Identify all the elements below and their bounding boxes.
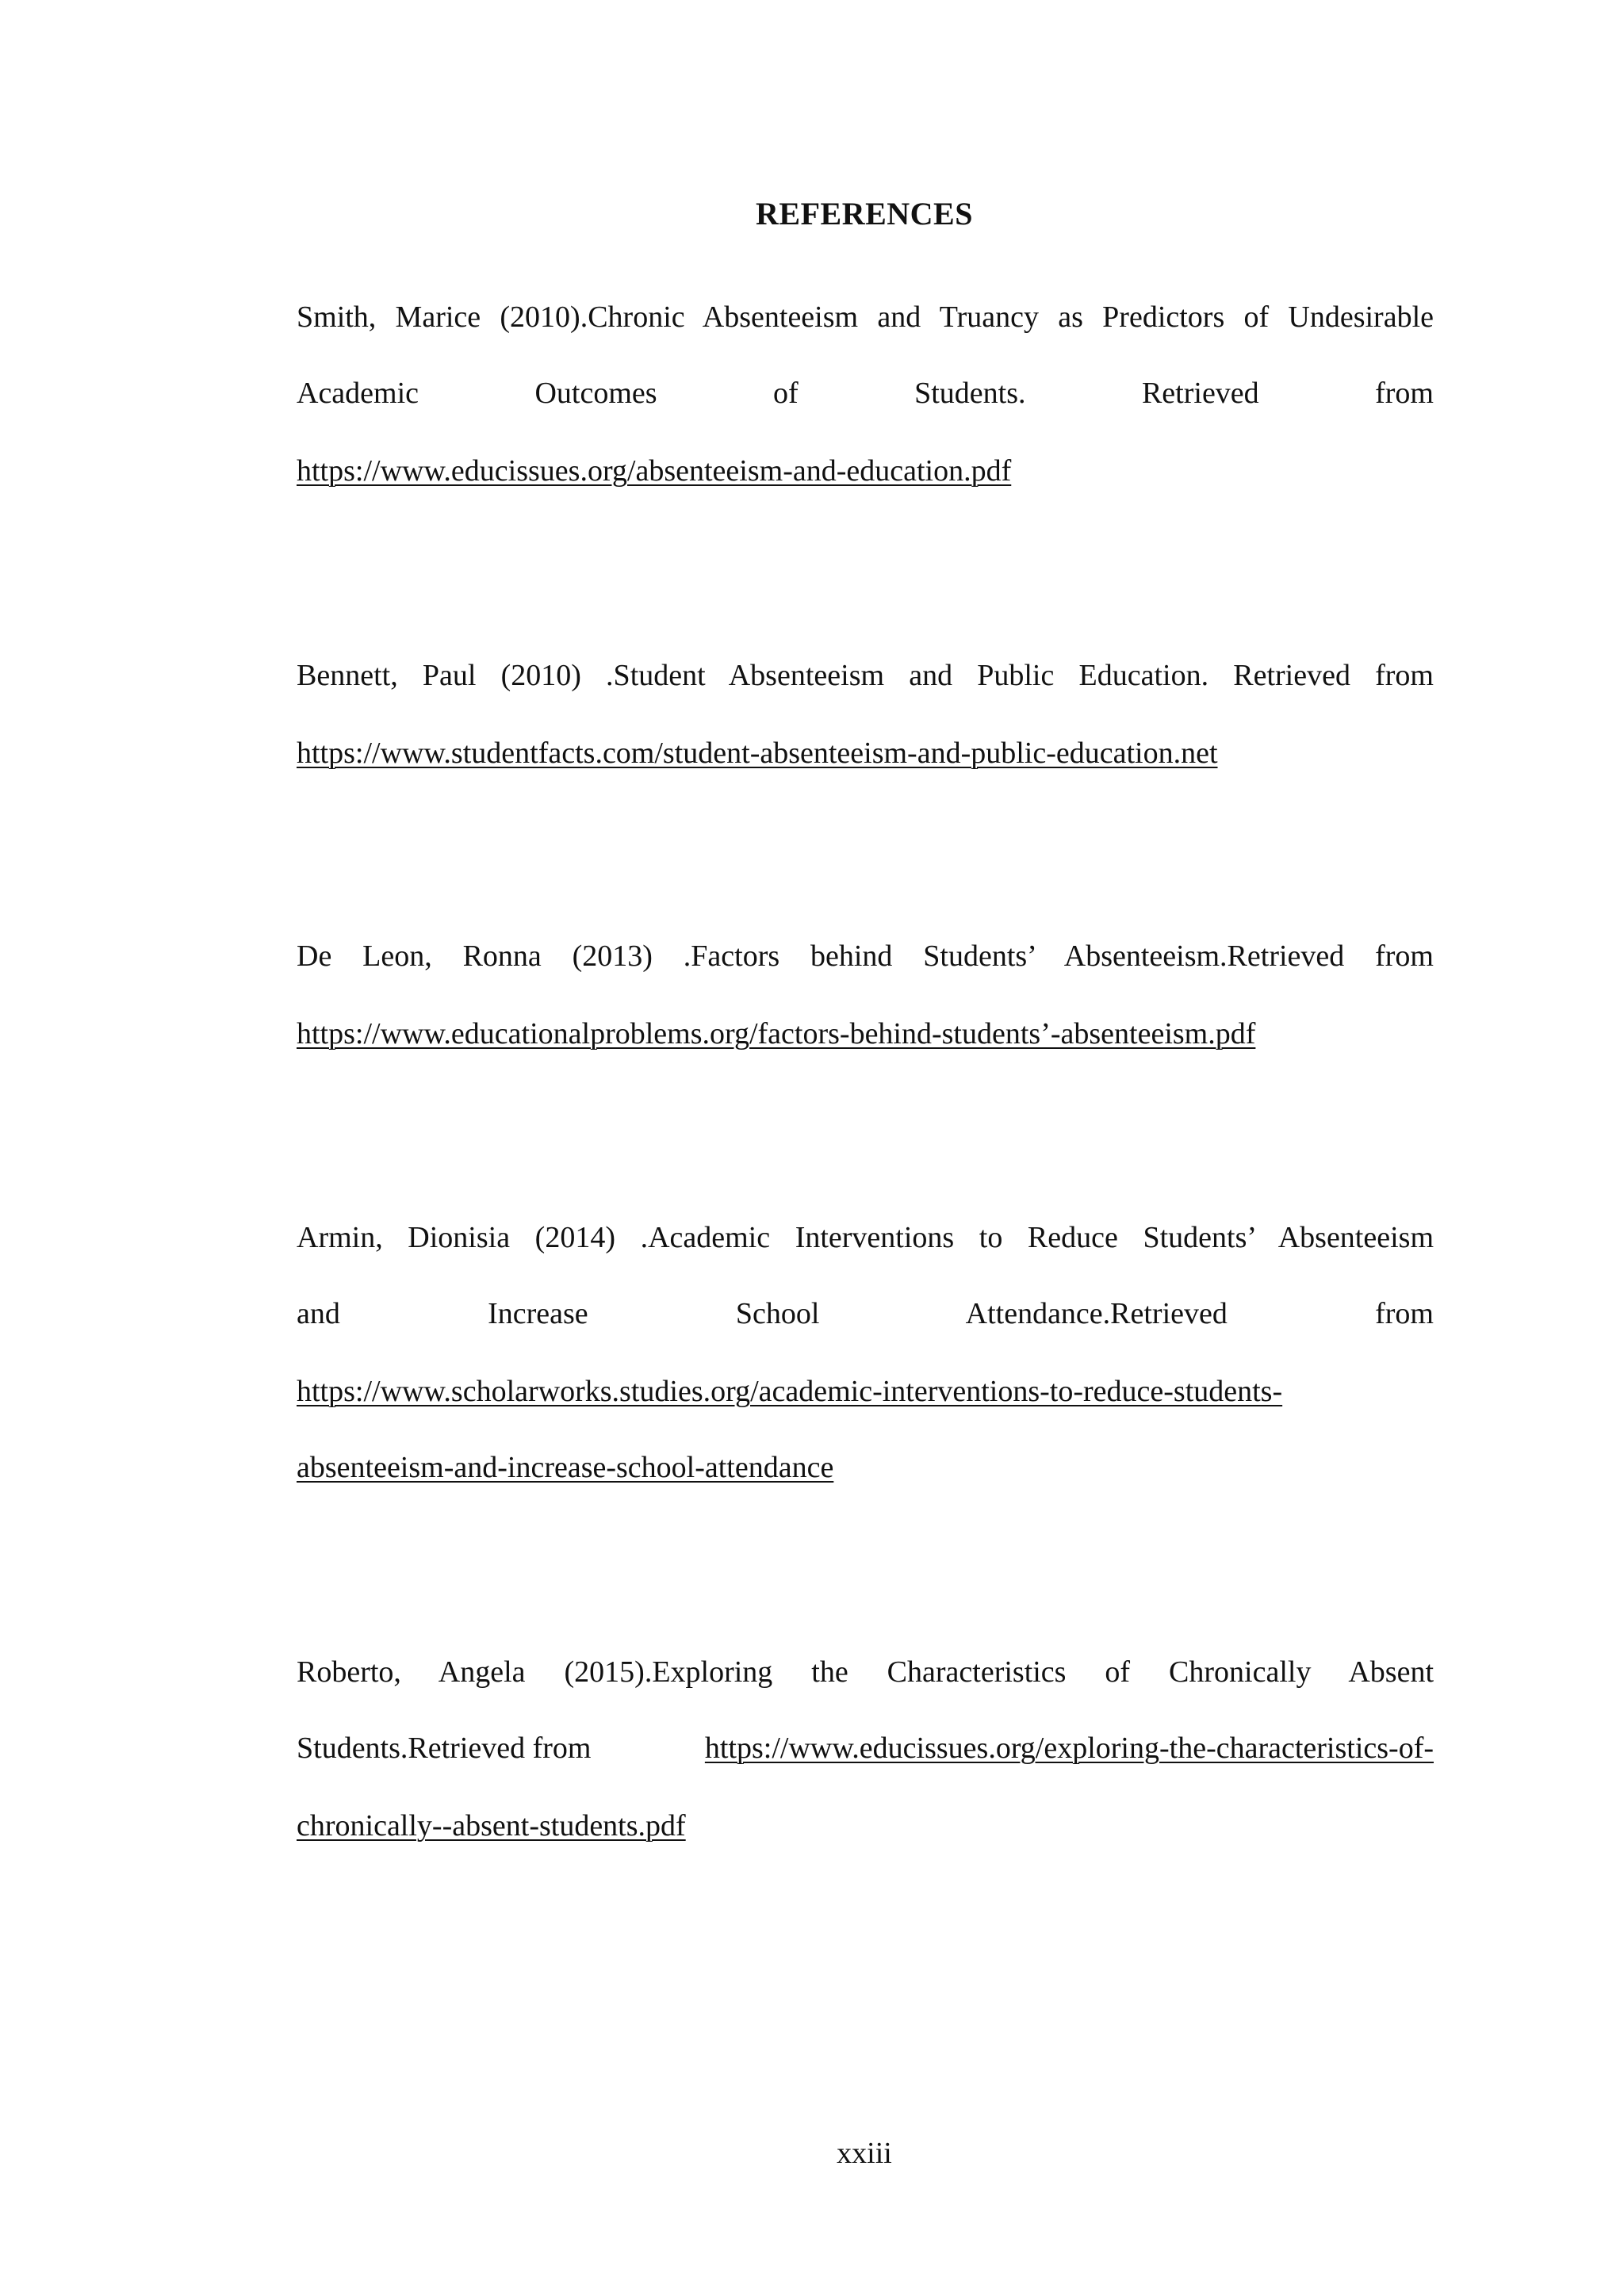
reference-link-line [297, 1372, 1434, 1410]
reference-text-line: Academic Outcomes of Students. Retrieved from [297, 377, 1434, 410]
reference-link-line [297, 452, 1434, 490]
reference-link-line [297, 734, 1434, 772]
reference-link[interactable]: https://www.educissues.org/exploring-the-characteristics-of- [704, 1732, 1434, 1765]
reference-link-continued[interactable]: chronically--absent-students.pdf [297, 1809, 686, 1843]
reference-link[interactable]: https://www.educationalproblems.org/factors-behind-students’-absenteeism.pdf [297, 1017, 1256, 1050]
reference-link-line [297, 1807, 1434, 1845]
reference-text-line: and Increase School Attendance.Retrieved from [297, 1297, 1434, 1330]
reference-link[interactable]: https://www.scholarworks.studies.org/academic-interventions-to-reduce-students- [297, 1375, 1283, 1408]
reference-text-line: Armin, Dionisia (2014) .Academic Interventions to Reduce Students’ Absenteeism [297, 1221, 1434, 1254]
references-heading: REFERENCES [756, 196, 973, 232]
reference-text-line: Smith, Marice (2010).Chronic Absenteeism and Truancy as Predictors of Undesirable [297, 300, 1434, 334]
reference-retrieved-text: Students.Retrieved from [297, 1732, 592, 1765]
reference-link-continued[interactable]: absenteeism-and-increase-school-attendance [297, 1451, 834, 1484]
reference-mixed-line [297, 1729, 1434, 1767]
reference-text-line: Roberto, Angela (2015).Exploring the Characteristics of Chronically Absent [297, 1655, 1434, 1689]
reference-link[interactable]: https://www.studentfacts.com/student-absenteeism-and-public-education.net [297, 737, 1218, 770]
reference-text-line: Bennett, Paul (2010) .Student Absenteeism and Public Education. Retrieved from [297, 659, 1434, 692]
page-number: xxiii [837, 2137, 892, 2170]
reference-link-line [297, 1015, 1434, 1053]
reference-link[interactable]: https://www.educissues.org/absenteeism-and-education.pdf [297, 454, 1012, 488]
reference-text-line: De Leon, Ronna (2013) .Factors behind Students’ Absenteeism.Retrieved from [297, 939, 1434, 973]
reference-link-line [297, 1448, 1434, 1487]
